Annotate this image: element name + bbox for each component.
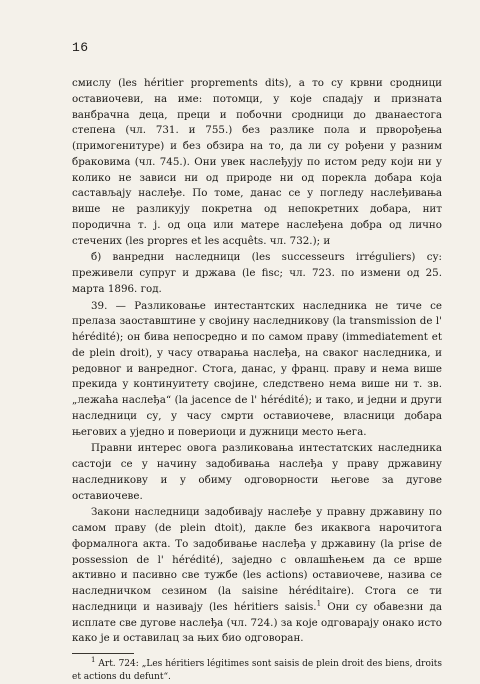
paragraph-2: б) ванредни наследници (les successeurs irréguliers) су: преживели супруг и држава (le fisc; чл. 723. по измени од 25. марта 1896. год. bbox=[72, 251, 442, 295]
footnote-marker: 1 bbox=[91, 656, 96, 664]
paragraph-5 bbox=[72, 505, 442, 647]
footnote-text: Art. 724: „Les héritiers légitimes sont saisis de plein droit des biens, droits et actions du defunt“. bbox=[72, 659, 442, 682]
paragraph-5-text-before-note: Закони наследници задобивају наслеђе у правну државину по самом праву (de plein dtoit), дакле без икаквога нарочитога формалнога акта. То задобивање наслеђа у државину (la prise de possession de l' hérédité), заједно с овлашћењем да се врше активно и пасивно све тужбе (les actions) оставиочеве, назива се наследничком сезином (la saisine héréditaire). Стога се ти наследници и називају (les héritiers saisis. bbox=[72, 506, 442, 613]
paragraph-5-text-after-note: Они су обавезни да исплате све дугове наслеђа (чл. 724.) за које одговарају онако исто како је и оставилац за њих био одговоран. bbox=[72, 600, 442, 645]
footnote-divider bbox=[72, 653, 134, 654]
paragraph-3: 39. — Разликовање интестантских наследника не тиче се прелаза заоставштине у својину наследникову (la transmission de l' hérédité); он бива непосредно и по самом праву (immediatement et de plein droit), у часу отварања наслеђа, на сваког наследника, и редовног и ванредног. Стога, данас, у франц. праву и нема више прекида у континуитету својине, следствено нема више ни т. зв. „лежаћа наслеђа“ (la jacence de l' hérédité); и тако, и једни и други наследници су, у часу смрти оставиочеве, власници добара његових а уједно и повериоци и дужници место њега. bbox=[72, 299, 442, 438]
footnote-area bbox=[72, 658, 442, 684]
paragraph-4: Правни интерес овога разликовања интестатских наследника састоји се у начину задобивања наслеђа у праву државину наследникову и у обиму одговорности његове за дугове оставиочеве. bbox=[72, 442, 442, 502]
body-text bbox=[72, 76, 442, 647]
footnote-1 bbox=[72, 658, 442, 684]
footnote-reference: 1 bbox=[316, 599, 322, 608]
page-number: 16 bbox=[72, 40, 89, 55]
paragraph-1: смислу (les héritier proprements dits), а то су крвни сродници оставиочеви, на име: потомци, у које спадају и призната ванбрачна деца, преци и побочни сродници до дванаестога степена (чл. 731. и 755.) без разлике пола и прворођења (примогенитуре) и без обзира на то, да ли су рођени у разним браковима (чл. 745.). Они увек наслеђују по истом реду који ни у колико не зависи ни од природе ни од порекла добара која састављају наслеђе. По томе, данас се у погледу наслеђивања више не разликују покретна од непокретних добара, нит породична т. ј. од оца или матере наслеђена добра од лично стечених (les propres et les acquêts. чл. 732.); и bbox=[72, 77, 442, 247]
